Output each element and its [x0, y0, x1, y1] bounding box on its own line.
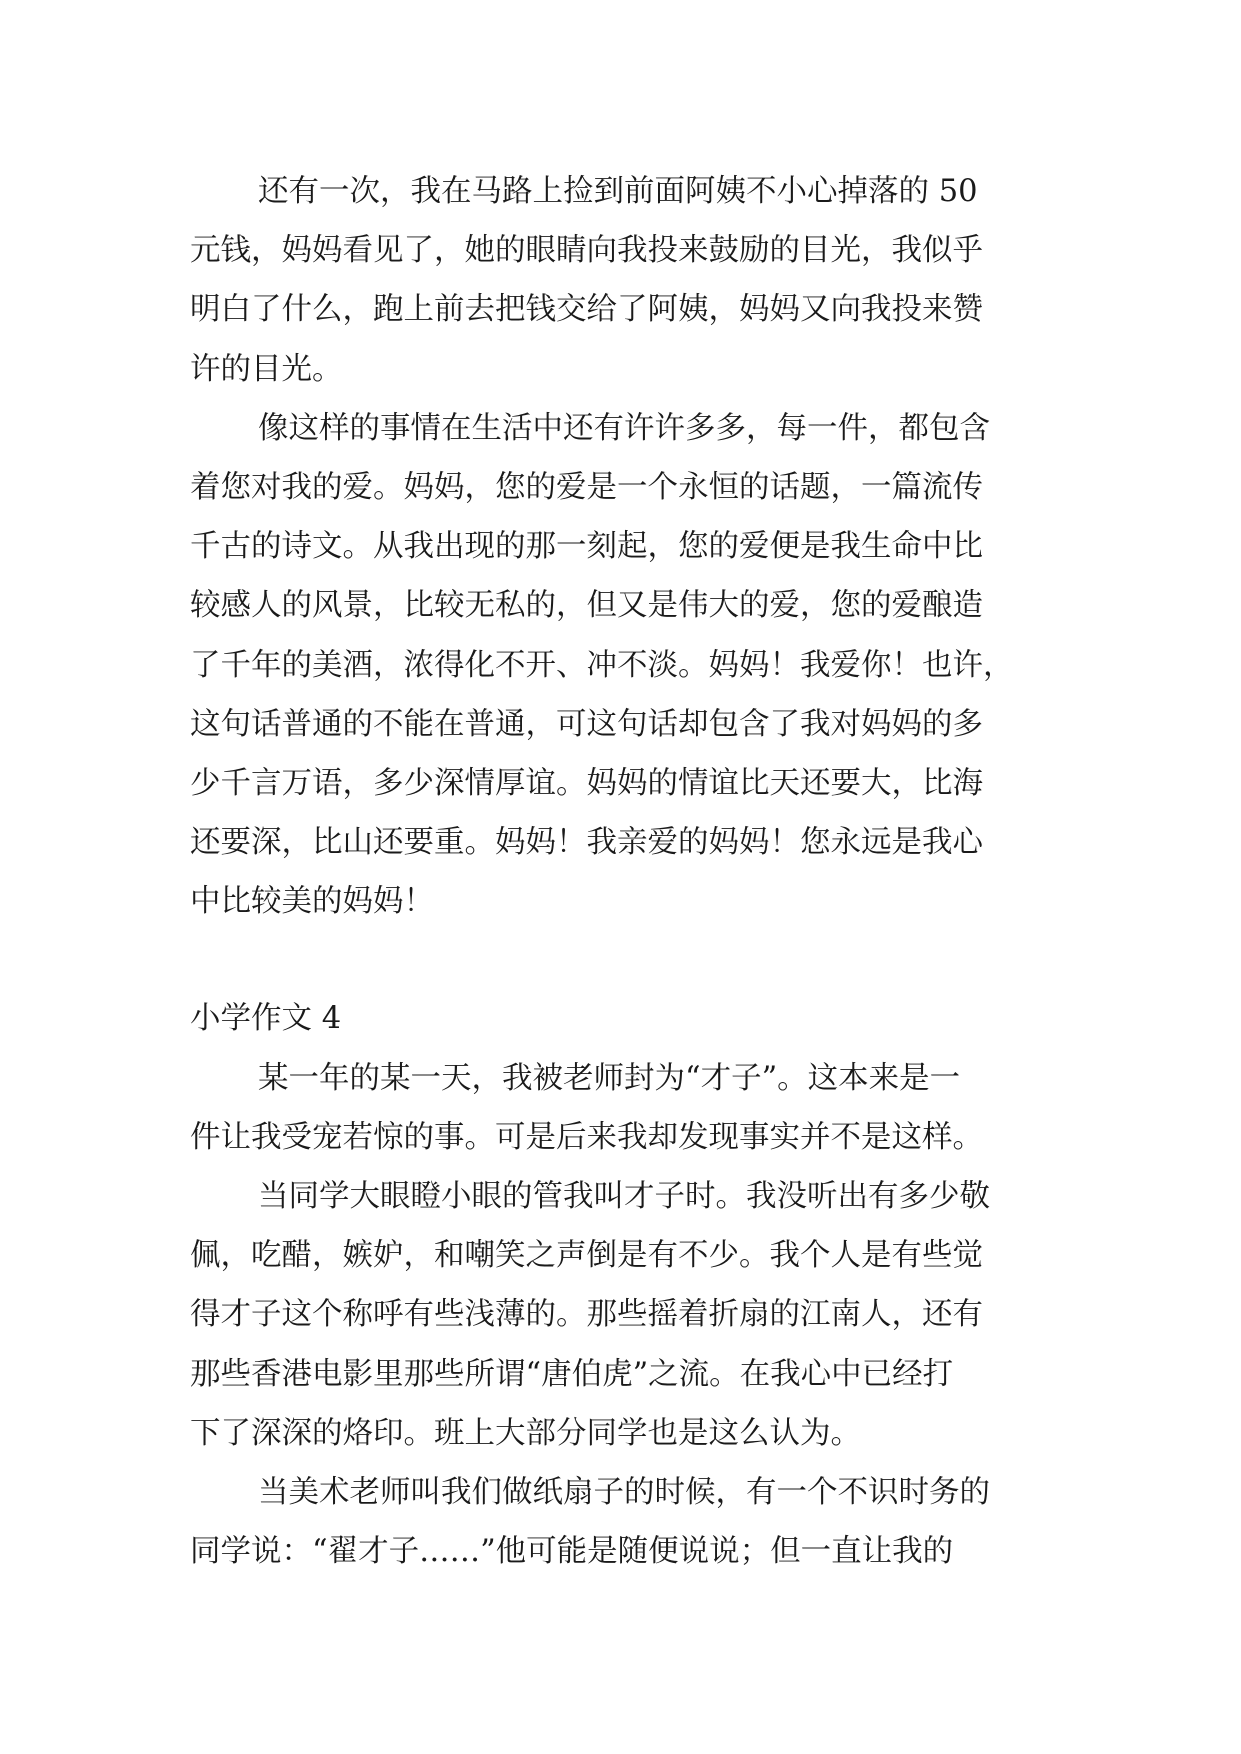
text-line: 较感人的风景，比较无私的，但又是伟大的爱，您的爱酿造	[190, 588, 983, 624]
text-line: 中比较美的妈妈！	[190, 884, 434, 920]
text-line: 千古的诗文。从我出现的那一刻起，您的爱便是我生命中比	[190, 529, 983, 565]
text-line: 佩，吃醋，嫉妒，和嘲笑之声倒是有不少。我个人是有些觉	[190, 1238, 983, 1274]
text-line: 当同学大眼瞪小眼的管我叫才子时。我没听出有多少敬	[258, 1179, 990, 1214]
section-title: 小学作文 4	[190, 1001, 342, 1037]
text-line: 这句话普通的不能在普通，可这句话却包含了我对妈妈的多	[190, 706, 983, 742]
text-line: 件让我受宠若惊的事。可是后来我却发现事实并不是这样。	[190, 1119, 983, 1155]
text-line: 得才子这个称呼有些浅薄的。那些摇着折扇的江南人，还有	[190, 1297, 983, 1333]
section-spacer	[190, 931, 1070, 989]
paragraph-paper-fan	[190, 1463, 1070, 1581]
document-body	[190, 162, 1070, 1581]
text-line: 某一年的某一天，我被老师封为“才子”。这本来是一	[258, 1060, 961, 1096]
paragraph-classmates-reaction	[190, 1167, 1070, 1463]
text-line: 许的目光。	[190, 351, 343, 387]
text-line: 同学说：“翟才子……”他可能是随便说说；但一直让我的	[190, 1534, 954, 1570]
text-line: 像这样的事情在生活中还有许许多多，每一件，都包含	[258, 410, 990, 446]
paragraph-mothers-love	[190, 399, 1070, 932]
text-line: 下了深深的烙印。班上大部分同学也是这么认为。	[190, 1415, 861, 1451]
text-line: 那些香港电影里那些所谓“唐伯虎”之流。在我心中已经打	[190, 1356, 954, 1392]
text-line: 了千年的美酒，浓得化不开、冲不淡。妈妈！我爱你！也许，	[190, 647, 1014, 683]
paragraph-talent-title	[190, 1049, 1070, 1167]
paragraph-found-money	[190, 162, 1070, 399]
text-line: 还有一次，我在马路上捡到前面阿姨不小心掉落的 50	[258, 174, 978, 209]
text-line: 明白了什么，跑上前去把钱交给了阿姨，妈妈又向我投来赞	[190, 292, 983, 328]
text-line: 还要深，比山还要重。妈妈！我亲爱的妈妈！您永远是我心	[190, 825, 983, 861]
text-line: 当美术老师叫我们做纸扇子的时候，有一个不识时务的	[258, 1474, 990, 1510]
text-line: 元钱，妈妈看见了，她的眼睛向我投来鼓励的目光，我似乎	[190, 233, 983, 269]
text-line: 着您对我的爱。妈妈，您的爱是一个永恒的话题，一篇流传	[190, 469, 983, 505]
text-line: 少千言万语，多少深情厚谊。妈妈的情谊比天还要大，比海	[190, 765, 983, 801]
